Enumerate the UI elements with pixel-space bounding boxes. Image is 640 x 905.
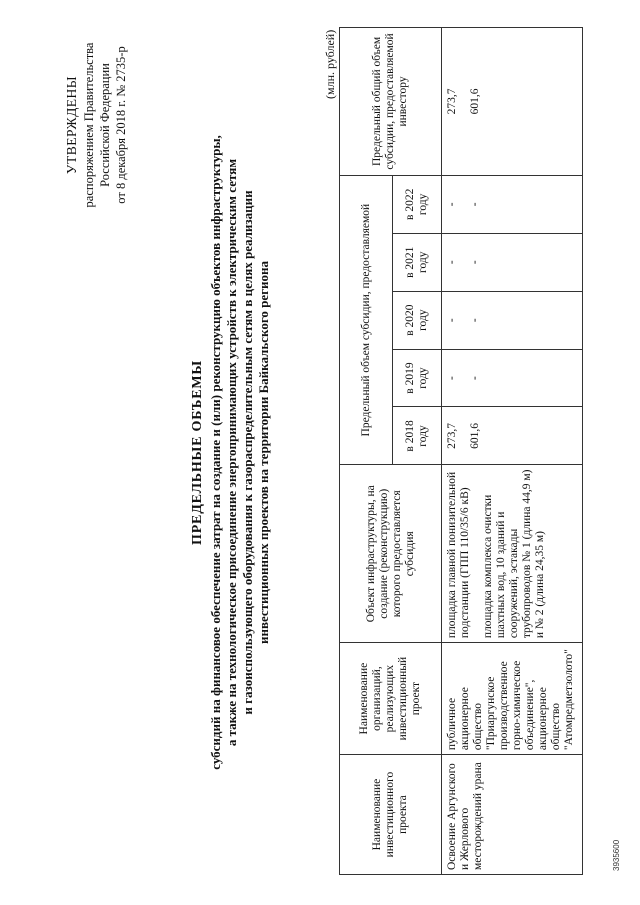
cell-year (442, 349, 583, 407)
header-year: в 2018 году (393, 407, 442, 465)
header-limit-group: Предельный объем субсидии, предоставляемой (340, 175, 393, 465)
title-line: субсидий на финансовое обеспечение затрат на создание и (или) реконструкцию объектов инфраструктуры, (208, 135, 223, 770)
total-value: 273,7 (446, 88, 458, 115)
year-value: - (446, 376, 458, 380)
year-value: 273,7 (446, 423, 458, 449)
approval-date: от 8 декабря 2018 г. № 2735-р (114, 46, 128, 204)
year-value: - (446, 202, 458, 207)
document-title (190, 20, 272, 885)
cell-organization (442, 643, 583, 755)
cell-year (442, 407, 583, 465)
title-line: и газоиспользующего оборудования к газораспределительным сетям в целях реализации (240, 190, 255, 715)
subsidy-table (339, 27, 583, 875)
cell-project: Освоение Аргунского и Жерлового месторождений урана (442, 755, 583, 875)
total-value: 601,6 (469, 88, 481, 115)
approval-stamp (64, 5, 129, 245)
year-value: - (469, 202, 481, 207)
cell-total (442, 28, 583, 176)
title-line: а также на технологическое присоединение энергопринимающих устройств к электрическим сетям (224, 158, 239, 747)
document-code: 3935600 (612, 839, 621, 871)
year-value: - (469, 260, 481, 265)
header-organization: Наименование организаций, реализующих инвестиционный проект (340, 643, 442, 755)
cell-year (442, 233, 583, 291)
header-year: в 2019 году (393, 349, 442, 407)
title-main: ПРЕДЕЛЬНЫЕ ОБЪЕМЫ (190, 360, 205, 545)
header-project: Наименование инвестиционного проекта (340, 755, 442, 875)
year-value: - (469, 376, 481, 380)
header-year: в 2022 году (393, 175, 442, 233)
header-object: Объект инфраструктуры, на создание (реконструкцию) которого предоставляется субсидия (340, 465, 442, 643)
year-value: - (446, 318, 458, 323)
units-label: (млн. рублей) (323, 29, 337, 99)
year-value: - (469, 318, 481, 323)
object-entry: площадка главной понизительной подстанции (ГПП 110/35/6 кВ) (446, 471, 471, 639)
organization-name: публичное акционерное общество "Приаргунское производственное горно-химическое объединение", (446, 660, 536, 751)
approval-heading: УТВЕРЖДЕНЫ (64, 75, 79, 175)
header-year: в 2021 году (393, 233, 442, 291)
cell-object (442, 465, 583, 643)
cell-year (442, 175, 583, 233)
organization-name: акционерное общество "Атомредметзолото" (537, 649, 575, 751)
table-row (442, 28, 583, 875)
header-total: Предельный общий объем субсидии, предоставляемой инвестору (340, 28, 442, 176)
year-value: 601,6 (469, 423, 481, 449)
approval-line: распоряжением Правительства (82, 42, 96, 208)
approval-line: Российской Федерации (98, 63, 112, 187)
cell-year (442, 291, 583, 349)
object-entry: площадка комплекса очистки шахтных вод, 10 зданий и сооружений, эстакады трубопроводов № 1 (длина 44,9 м) и № 2 (длина 24,35 м) (482, 469, 546, 639)
title-line: инвестиционных проектов на территории Байкальского региона (256, 260, 271, 645)
header-year: в 2020 году (393, 291, 442, 349)
year-value: - (446, 260, 458, 265)
